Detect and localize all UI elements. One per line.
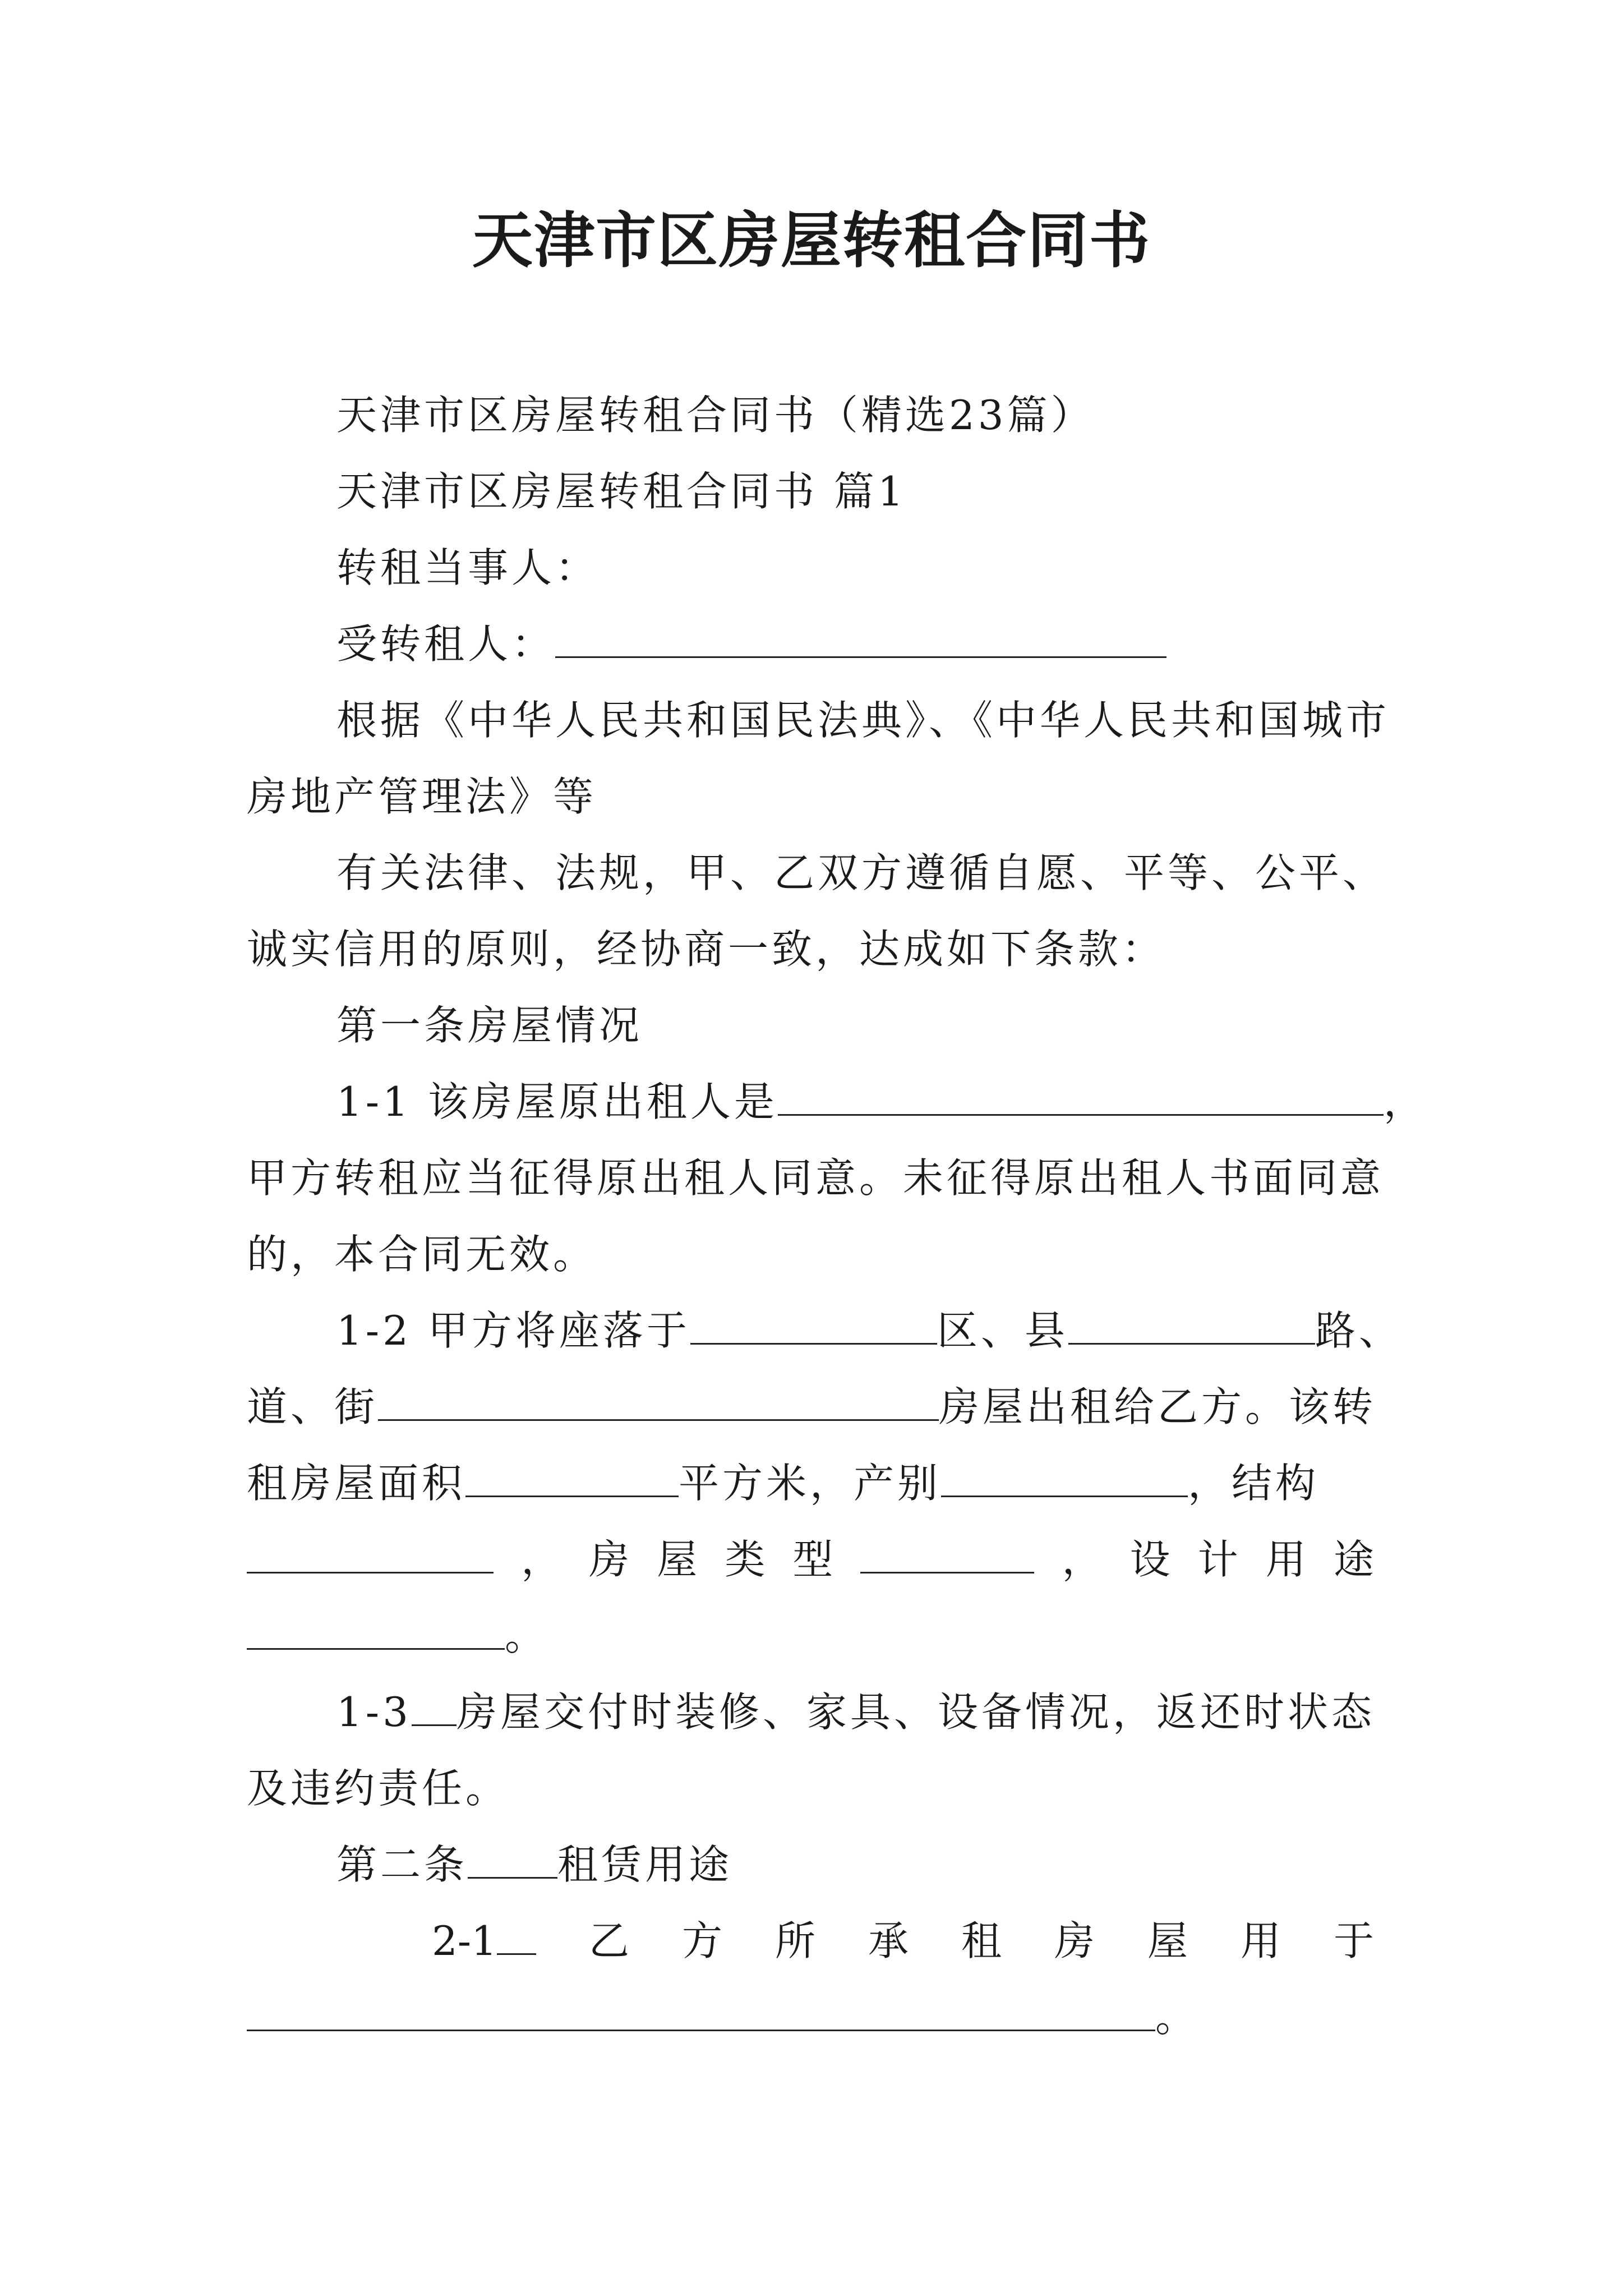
char: 用	[1240, 1917, 1281, 1964]
article-1-title: 第一条房屋情况	[336, 1002, 643, 1049]
char: 方	[681, 1917, 722, 1964]
char: 房	[589, 1536, 630, 1583]
lease-text: 房屋出租给乙方。该转	[939, 1383, 1377, 1430]
structure-blank[interactable]	[247, 1536, 494, 1573]
sqm-label: 平方米，产别	[679, 1460, 942, 1507]
subtitle: 天津市区房屋转租合同书（精选23篇）	[336, 392, 1095, 439]
principle-line-1: 有关法律、法规，甲、乙双方遵循自愿、平等、公平、	[336, 849, 1387, 896]
clause-1-3-prefix: 1-3	[336, 1688, 412, 1736]
clause-1-2-row-1	[336, 1303, 1403, 1359]
parties-label: 转租当事人：	[336, 544, 600, 591]
article-2-prefix: 第二条	[336, 1841, 468, 1888]
char: 设	[1129, 1536, 1170, 1583]
property-type-blank[interactable]	[941, 1460, 1188, 1497]
clause-1-3-row-1	[336, 1684, 1375, 1740]
clause-1-1-row	[336, 1074, 1427, 1130]
char: 所	[774, 1917, 815, 1964]
district-label: 区、县	[937, 1307, 1068, 1354]
district-blank[interactable]	[1068, 1307, 1315, 1345]
clause-1-2-row-5	[247, 1608, 548, 1664]
design-use-blank[interactable]	[247, 1612, 505, 1650]
char: 承	[868, 1917, 909, 1964]
char: ，	[1062, 1536, 1103, 1583]
clause-1-2-row-2	[247, 1379, 1376, 1435]
clause-1-1-suffix: ，	[1383, 1078, 1427, 1125]
area-blank[interactable]	[465, 1460, 679, 1497]
char: 乙	[588, 1917, 629, 1964]
clause-1-2-row-3	[247, 1455, 1319, 1511]
clause-2-1-end: 。	[1155, 1994, 1200, 2041]
principle-line-2: 诚实信用的原则，经协商一致，达成如下条款：	[247, 926, 1166, 973]
char: 屋	[657, 1536, 698, 1583]
clause-1-2-row-4	[247, 1531, 1374, 1588]
clause-2-1-blank[interactable]	[497, 1917, 536, 1955]
original-lessor-blank[interactable]	[778, 1078, 1384, 1116]
article-2-text: 租赁用途	[557, 1841, 733, 1888]
article-2-blank[interactable]	[468, 1841, 557, 1879]
char: 型	[792, 1536, 833, 1583]
street-blank[interactable]	[378, 1383, 939, 1421]
sublessee-label: 受转租人：	[336, 620, 556, 668]
clause-2-1-prefix: 2-1	[432, 1913, 536, 1969]
clause-1-1-line-3: 的，本合同无效。	[247, 1231, 597, 1278]
char: ，	[521, 1536, 562, 1583]
char: 计	[1197, 1536, 1238, 1583]
article-2-title	[336, 1837, 732, 1893]
clause-1-3-text: 房屋交付时装修、家具、设备情况，返还时状态	[456, 1688, 1375, 1736]
clause-1-2-prefix: 1-2 甲方将座落于	[336, 1307, 690, 1354]
sublessee-blank[interactable]	[555, 620, 1166, 658]
char: 租	[961, 1917, 1002, 1964]
page-title: 天津市区房屋转租合同书	[472, 206, 1151, 276]
area-label: 租房屋面积	[247, 1460, 466, 1507]
char: 房	[1054, 1917, 1095, 1964]
char: 用	[1265, 1536, 1306, 1583]
street-label: 道、街	[247, 1383, 379, 1430]
basis-line-1: 根据《中华人民共和国民法典》、《中华人民共和国城市	[336, 697, 1390, 744]
clause-1-1-prefix: 1-1 该房屋原出租人是	[336, 1078, 778, 1125]
char: 途	[1333, 1536, 1374, 1583]
clause-2-1-row-2	[247, 1989, 1199, 2045]
road-label: 路、	[1315, 1307, 1403, 1354]
clause-2-1-row-1	[432, 1913, 1374, 1969]
structure-label: ，结构	[1188, 1460, 1320, 1507]
usage-blank[interactable]	[247, 1994, 1155, 2031]
location-blank[interactable]	[690, 1307, 937, 1345]
section-heading: 天津市区房屋转租合同书 篇1	[336, 468, 907, 515]
clause-1-1-line-2: 甲方转租应当征得原出租人同意。未征得原出租人书面同意	[247, 1154, 1385, 1202]
basis-line-2: 房地产管理法》等	[247, 773, 597, 820]
char: 于	[1333, 1917, 1374, 1964]
char: 类	[725, 1536, 766, 1583]
char: 屋	[1147, 1917, 1188, 1964]
house-type-blank[interactable]	[860, 1536, 1034, 1573]
clause-1-2-end: 。	[505, 1612, 549, 1659]
clause-1-3-line-2: 及违约责任。	[247, 1765, 510, 1812]
sublessee-row	[336, 616, 1166, 672]
clause-1-3-blank[interactable]	[412, 1688, 457, 1726]
